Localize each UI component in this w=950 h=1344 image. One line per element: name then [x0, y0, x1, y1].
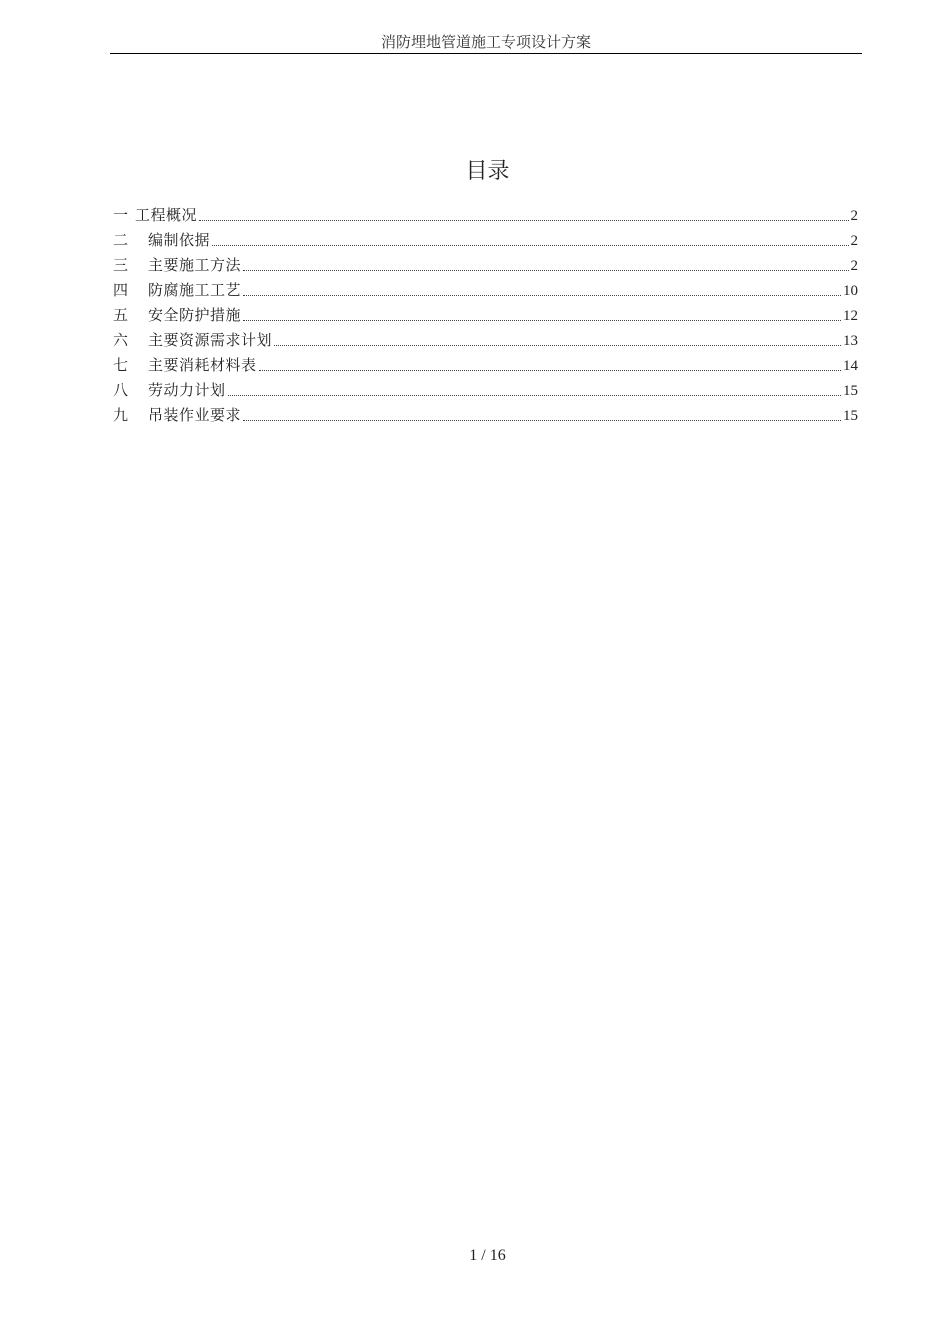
- toc-entry-page: 2: [850, 233, 858, 249]
- running-header: 消防埋地管道施工专项设计方案: [380, 33, 591, 51]
- toc-entry-number: 五: [113, 306, 129, 324]
- dot-leader: [274, 344, 841, 346]
- toc-entry-label: 安全防护措施: [148, 306, 242, 324]
- toc-entry[interactable]: [113, 303, 858, 328]
- toc-entry-number: 四: [113, 281, 129, 299]
- toc-entry-page: 15: [843, 383, 858, 399]
- toc-entry-label: 主要施工方法: [148, 256, 242, 274]
- dot-leader: [243, 294, 841, 296]
- toc-entry[interactable]: [113, 228, 858, 253]
- toc-entry-number: 一: [113, 206, 129, 224]
- toc-entry-number: 二: [113, 231, 129, 249]
- header-divider: [110, 53, 862, 54]
- toc-entry-number: 八: [113, 381, 129, 399]
- toc-entry-label: 劳动力计划: [148, 381, 226, 399]
- toc-entry[interactable]: [113, 328, 858, 353]
- toc-entry[interactable]: [113, 403, 858, 428]
- toc-entry-label: 吊装作业要求: [148, 406, 242, 424]
- toc-entry-page: 2: [850, 208, 858, 224]
- toc-entry-label: 主要资源需求计划: [148, 331, 273, 349]
- dot-leader: [243, 319, 841, 321]
- toc-entry-page: 14: [843, 358, 858, 374]
- toc-entry[interactable]: [113, 353, 858, 378]
- toc-entry-page: 15: [843, 408, 858, 424]
- toc-entry[interactable]: [113, 203, 858, 228]
- dot-leader: [199, 219, 848, 221]
- dot-leader: [259, 369, 841, 371]
- dot-leader: [212, 244, 848, 246]
- toc-title: 目录: [465, 159, 510, 184]
- toc-entry-page: 10: [843, 283, 858, 299]
- toc-entry[interactable]: [113, 278, 858, 303]
- dot-leader: [228, 394, 841, 396]
- page-indicator: 1 / 16: [469, 1247, 506, 1264]
- toc-entry[interactable]: [113, 253, 858, 278]
- toc-entry-label: 工程概况: [135, 206, 198, 224]
- dot-leader: [243, 419, 841, 421]
- toc-entry-page: 2: [850, 258, 858, 274]
- dot-leader: [243, 269, 848, 271]
- toc-entry-number: 七: [113, 356, 129, 374]
- toc-entry-label: 防腐施工工艺: [148, 281, 242, 299]
- toc-entry-page: 12: [843, 308, 858, 324]
- toc-entry-label: 编制依据: [148, 231, 211, 249]
- toc-entry-number: 九: [113, 406, 129, 424]
- table-of-contents: [113, 203, 858, 428]
- toc-entry-label: 主要消耗材料表: [148, 356, 257, 374]
- toc-entry-number: 三: [113, 256, 129, 274]
- toc-entry[interactable]: [113, 378, 858, 403]
- toc-entry-page: 13: [843, 333, 858, 349]
- toc-entry-number: 六: [113, 331, 129, 349]
